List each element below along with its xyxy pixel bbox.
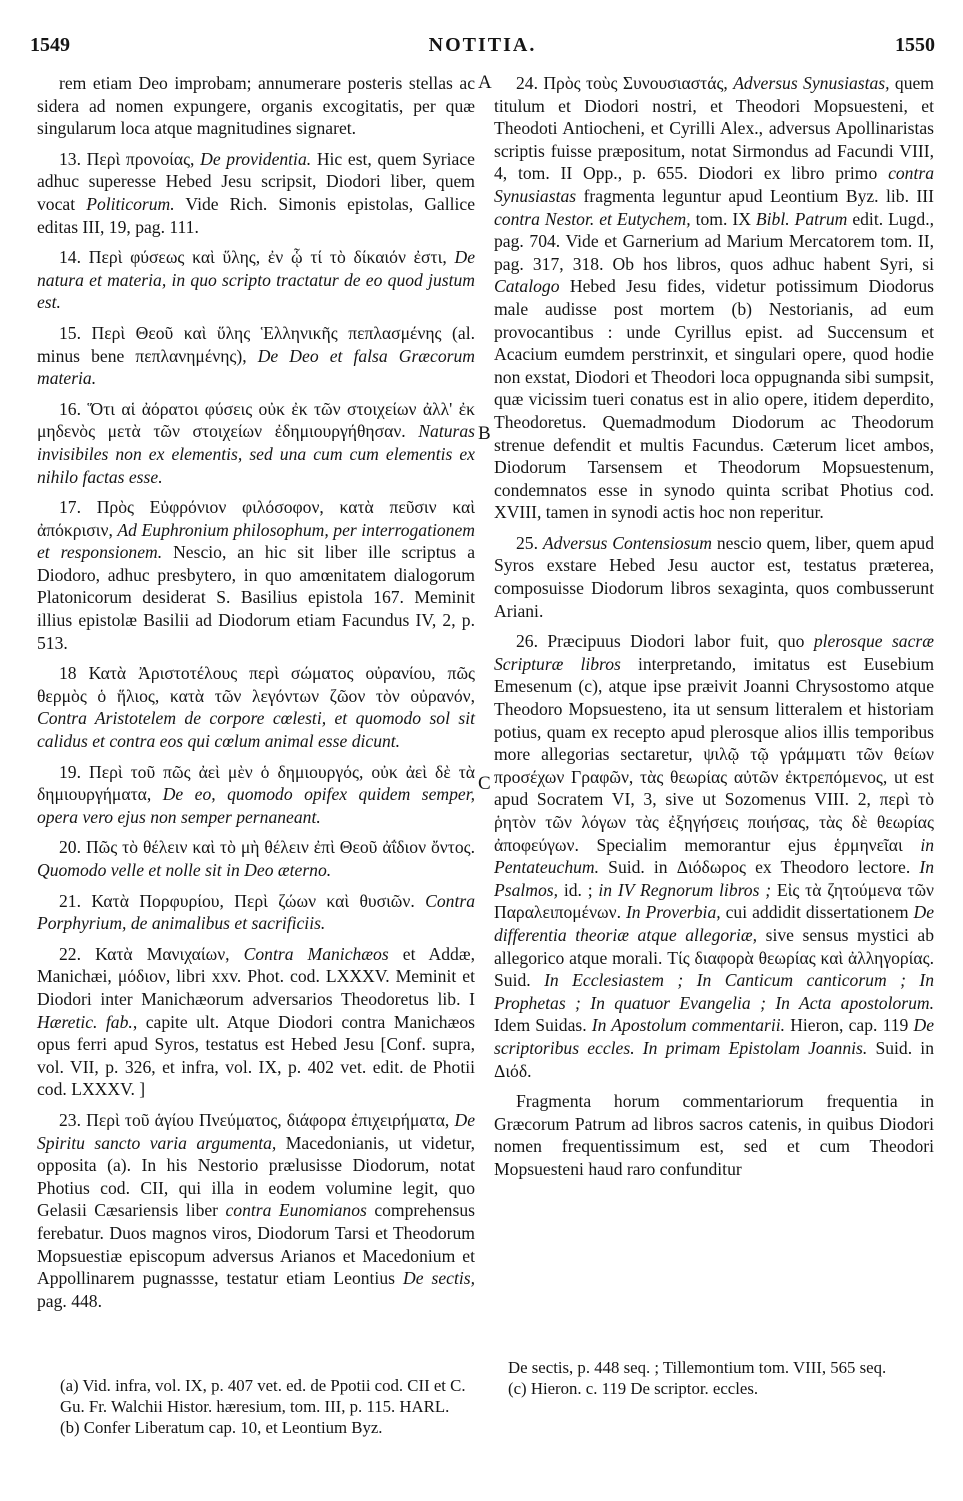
right-column (494, 72, 934, 1181)
text-run: Vide Rich. Simonis epistolas, Gallice editas III, 19, pag. 111. (37, 193, 476, 237)
text-run: In Apostolum commentarii. (591, 1015, 786, 1036)
margin-marker-c: C (478, 773, 491, 794)
paragraph (37, 836, 475, 881)
page-header (30, 34, 935, 64)
footnote: De sectis, p. 448 seq. ; Tillemontium tom. VIII, 565 seq. (508, 1358, 887, 1377)
paragraph (37, 246, 475, 314)
paragraph (37, 662, 475, 752)
text-run: De scriptoribus eccles. In primam Epistolam Joannis. (494, 1015, 934, 1058)
text-run: in Pentateuchum. (494, 834, 934, 878)
paragraph (494, 1090, 934, 1180)
text-run: In Psalmos, (494, 857, 934, 900)
text-run: De Spiritu sancto varia argumenta, (37, 1109, 475, 1153)
running-title: NOTITIA. (428, 34, 537, 56)
text-run: 14. Περὶ φύσεως καὶ ὕλης, ἐν ᾧ τί τὸ δίκαιόν ἐστι, (59, 247, 455, 268)
text-run: 15. Περὶ Θεοῦ καὶ ὕλης Ἑλληνικῆς πεπλασμένης (al. minus bene πεπλανημένης), (37, 322, 475, 366)
paragraph (494, 532, 934, 622)
text-run: Hebed Jesu fides, videtur potissimum Diodorus male audisse post mortem (b) Nestorianis, ad eum provocantibus : unde Cyrillus epist. ad Succensum et Acacium eumdem perstrinxit, et singulari opere, quod hodie non exstat, Diodori et Theodori loca oppugnanda sibi sumpsit, quæ vicissim tueri conatus est in alio opere, itidem deperdito, Theodoretus. Quemadmodum Diodorum ac Theodorum strenue defendit et multis Facundus. Cæterum licet ambos, Diodorum Tarsensem et Theodorum Mopsuestenum, condemnatos esse in synodo quinta scribat Photius cod. XVIII, tamen in synodi actis hoc non reperitur. (494, 276, 934, 523)
paragraph (37, 148, 475, 238)
text-run: quem titulum et Diodori nostri, et Theodori Mopsuesteni, et Theodoti Antiocheni, et Cyrilli Alex., adversus Apollinaristas scriptis fuisse præpositum, notat Sirmondus ad Facundi VIII, 4, tom. II Opp., p. 655. Diodori ex libro primo (494, 73, 934, 184)
text-run: 24. Πρὸς τοὺς Συνουσιαστάς, (516, 73, 734, 93)
text-run: Adversus Synusiastas, (733, 73, 890, 93)
text-run: fragmenta leguntur apud Leontium Byz. lib. III (576, 185, 934, 206)
text-run: Naturas invisibiles non ex elementis, sed una cum cum elementis ex nihilo factas esse. (37, 421, 475, 487)
footnotes-left (60, 1375, 480, 1438)
text-run: id. ; (558, 879, 599, 900)
text-run: De providentia. (200, 148, 312, 169)
text-run: Nescio, an hic sit liber ille scriptus a Diodoro, adhuc presbytero, in quo amœnitatem dialogorum Platonicorum desiderat S. Basilius epistola 167. Meminit illius epistolæ Basilii ad Diodorum etiam Facundus IV, 2, p. 513. (37, 542, 476, 653)
text-run: Contra Porphyrium, de animalibus et sacrificiis. (37, 890, 475, 934)
text-run: in IV Regnorum libros ; (598, 879, 772, 900)
text-run: Hieron, cap. 119 (785, 1015, 914, 1036)
text-run: 21. Κατὰ Πορφυρίου, Περὶ ζώων καὶ θυσιῶν. (59, 890, 426, 911)
paragraph (494, 72, 934, 524)
paragraph (37, 1109, 475, 1312)
left-column (37, 72, 475, 1312)
text-run: Suid. in Διόδ. (494, 1037, 934, 1081)
text-run: interpretando, imitatus est Eusebium Emesenum (c), atque ipse præivit Joanni Chrysostomo atque Theodoro Mopsuesteno, ita ut sensum litteralem et historiam potius, quam ex recepto apud plerosque alios illis temporibus more allegorias sectaretur, ψιλῷ τῷ γράμματι τῶν θείων προσέχων Γραφῶν, τὰς θεωρίας αὐτῶν ἐκτρεπόμενος, ut est apud Socratem VI, 3, sive ut Sozomenus VIII. 2, περὶ τὸ ῥητὸν τῶν λόγων τὰς ἐξηγήσεις ποιήσας, τὰς δὲ θεωρίας ἀποφεύγων. Specialim memorantur ejus ἑρμηνεῖαι (494, 653, 935, 855)
text-run: 25. (516, 532, 543, 553)
text-run: De sectis, (402, 1268, 476, 1289)
text-run: De natura et materia, in quo scripto tractatur de eo quod justum est. (37, 247, 475, 313)
text-run: 18 Κατὰ Ἀριστοτέλους περὶ σώματος οὐρανίου, πῶς θερμὸς ὁ ἥλιος, κατὰ τῶν λεγόντων ζῶον τὸν οὐρανόν, (37, 663, 475, 706)
text-run: rem etiam Deo improbam; annumerare posteris stellas ac sidera ad nomen expungere, organis excogitatis, per quæ singularum loca atque magnitudines signaret. (37, 73, 475, 139)
text-run: plerosque sacræ Scripturæ libros (494, 631, 934, 674)
text-run: Fragmenta horum commentariorum frequentia in Græcorum Patrum ad libros sacros catenis, in quibus Diodori nomen frequentissimum est, sed et cum Theodori Mopsuesteni haud raro confunditur (494, 1091, 934, 1179)
text-run: 13. Περὶ προνοίας, (59, 148, 201, 169)
text-run: sive sensus mystici ab allegorico atque morali. Τίς διαφορὰ θεωρίας καὶ ἀλληγορίας. Suid. (494, 924, 935, 991)
text-run: Macedonianis, ut videtur, opposita (a). In his Nestorio prælusisse Diodorum, notat Photius cod. CII, qui illa in eodem volumine legit, quo Gelasii Cæsariensis liber (37, 1132, 475, 1221)
footnote: (c) Hieron. c. 119 De scriptor. eccles. (508, 1379, 759, 1398)
text-run: 17. Πρὸς Εὐφρόνιον φιλόσοφον, κατὰ πεῦσιν καὶ ἀπόκρισιν, (37, 497, 475, 540)
text-run: tom. IX (690, 208, 756, 229)
margin-marker-a: A (478, 72, 492, 93)
text-run: Contra Manichæos (243, 943, 389, 964)
text-run: Ad Euphronium philosophum, per interrogationem et responsionem. (37, 519, 475, 563)
paragraph (37, 761, 475, 829)
text-run: Catalogo (494, 276, 560, 297)
text-run: Quomodo velle et nolle sit in Deo æterno. (37, 860, 332, 880)
text-run: pag. 448. (37, 1290, 102, 1311)
text-run: In Proverbia, (625, 902, 721, 923)
text-run: Hic est, quem Syriace adhuc superesse Hebed Jesu scripsit, Diodori liber, quem vocat (37, 148, 475, 214)
text-run: Contra Aristotelem de corpore cœlesti, et quomodo sol sit calidus et contra eos qui cœlum animal esse dicunt. (37, 708, 475, 752)
margin-marker-b: B (478, 423, 491, 444)
paragraph (37, 496, 475, 654)
text-run: 16. Ὅτι αἱ ἀόρατοι φύσεις οὐκ ἐκ τῶν στοιχείων ἀλλ' ἐκ μηδενὸς μετὰ τῶν στοιχείων ἐδημιουργήθησαν. (37, 398, 475, 442)
paragraph (37, 322, 475, 390)
text-run: , capite ult. Atque Diodori contra Manichæos opus ferri apud Syros, testatus est Hebed Jesu [Conf. supra, vol. VII, p. 326, et infra, vol. IX, p. 402 vet. edit. de Photii cod. LXXXV. ] (37, 1011, 475, 1100)
paragraph (37, 398, 475, 488)
page-number-left: 1549 (30, 34, 70, 56)
text-run: De Deo et falsa Græcorum materia. (37, 345, 476, 389)
text-run: contra Nestor. et Eutychem, (494, 208, 691, 229)
text-run: Suid. in Διόδωρος ex Theodoro lectore. (599, 857, 920, 878)
paragraph (494, 630, 934, 1082)
text-run: edit. Lugd., pag. 704. Vide et Garnerium ad Marium Mercatorem tom. II, pag. 317, 318. Ob hos libros, quos adhuc habent Syri, si (494, 208, 934, 274)
text-run: De eo, quomodo opifex quidem semper, opera vero ejus non semper pernaneant. (37, 784, 476, 827)
footnote: (b) Confer Liberatum cap. 10, et Leontium Byz. (60, 1418, 383, 1437)
text-run: nescio quem, liber, quem apud Syros exstare Hebed Jesu auctor est, testatus præterea, composuisse Diodorum libros sexaginta, quos combusserunt Ariani. (494, 532, 935, 621)
text-run: 19. Περὶ τοῦ πῶς ἀεὶ μὲν ὁ δημιουργός, οὐκ ἀεὶ δὲ τὰ δημιουργήματα, (37, 761, 475, 805)
text-run: contra Synusiastas (494, 163, 934, 206)
paragraph (37, 943, 475, 1101)
text-run: Idem Suidas. (494, 1015, 592, 1036)
text-run: Adversus Contensiosum (542, 532, 712, 553)
text-run: Εἰς τὰ ζητούμενα τῶν Παραλειπομένων. (494, 879, 934, 923)
text-run: cui addidit dissertationem (720, 902, 914, 923)
text-run: 26. Præcipuus Diodori labor fuit, quo (516, 631, 814, 652)
text-run: De differentia theoriæ atque allegoriæ, (494, 902, 935, 945)
text-run: comprehensus ferebatur. Duos magnos viros, Diodorum Tarsi et Theodorum Mopsuestiæ episcopum adversus Arianos et Macedonium et Appollinarem pugnassse, testatur etiam Leontius (37, 1200, 475, 1289)
text-run: et Addæ, Manichæi, μόδιον, libri xxv. Phot. cod. LXXXV. Meminit et Diodori inter Manichæorum adversarios Theodoretus lib. I (37, 943, 475, 1009)
text-run: 23. Περὶ τοῦ ἁγίου Πνεύματος, διάφορα ἐπιχειρήματα, (59, 1109, 455, 1130)
footnote: (a) Vid. infra, vol. IX, p. 407 vet. ed. de Ppotii cod. CII et C. Gu. Fr. Walchii Histor. hæresium, tom. III, p. 115. HARL. (60, 1376, 466, 1416)
page-number-right: 1550 (895, 34, 935, 56)
text-run: 22. Κατὰ Μανιχαίων, (59, 943, 244, 964)
text-run: Bibl. Patrum (755, 208, 848, 229)
text-run: 20. Πῶς τὸ θέλειν καὶ τὸ μὴ θέλειν ἐπὶ Θεοῦ ἀΐδιον ὄντος. (59, 837, 475, 858)
footnotes-right (508, 1357, 936, 1399)
text-run: Hæretic. fab. (37, 1011, 133, 1032)
paragraph (37, 890, 475, 935)
paragraph (37, 72, 475, 140)
text-run: In Ecclesiastem ; In Canticum canticorum ; In Prophetas ; In quatuor Evangelia ; In Acta apostolorum. (494, 970, 934, 1013)
text-run: contra Eunomianos (225, 1200, 367, 1221)
text-run: Politicorum. (86, 193, 175, 214)
